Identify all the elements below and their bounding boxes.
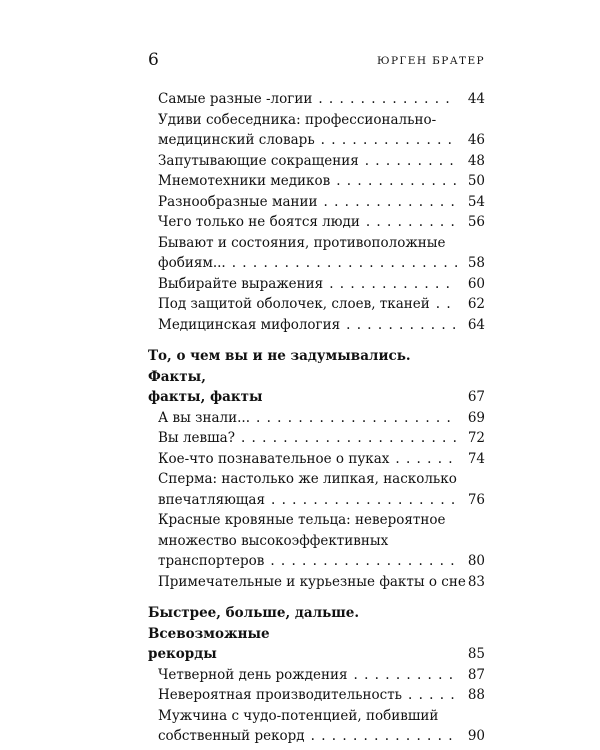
toc-page-number: 60 bbox=[467, 275, 485, 292]
toc-entry-title-line: Удиви собеседника: профессионально- bbox=[158, 111, 437, 128]
toc-entry-title-line: рекорды bbox=[148, 646, 217, 662]
toc-page-number: 85 bbox=[467, 646, 485, 662]
toc-entry-title-line: Сперма: настолько же липкая, насколько bbox=[158, 471, 457, 487]
dot-leader bbox=[232, 253, 457, 274]
toc-entry-title-line: фобиям... bbox=[158, 255, 226, 271]
toc-entry-title-line: Невероятная производительность bbox=[158, 687, 403, 703]
toc-section-heading bbox=[148, 603, 485, 665]
toc-page-number: 58 bbox=[467, 255, 485, 271]
dot-leader bbox=[318, 89, 457, 110]
toc-entry bbox=[158, 449, 485, 470]
dot-leader bbox=[270, 551, 457, 572]
toc-entry-title-line: Под защитой оболочек, слоев, тканей bbox=[158, 296, 430, 312]
toc-page-number: 64 bbox=[467, 316, 485, 333]
toc-entry bbox=[158, 212, 485, 233]
dot-leader bbox=[346, 315, 457, 336]
toc-entry bbox=[158, 469, 485, 510]
dot-leader bbox=[353, 665, 457, 686]
toc-entry-title-line: Примечательные и курьезные факты о сне bbox=[158, 573, 466, 590]
dot-leader bbox=[365, 151, 457, 172]
toc-entry-title-line: впечатляющая bbox=[158, 491, 265, 508]
dot-leader bbox=[311, 726, 457, 747]
page-number: 6 bbox=[148, 50, 159, 70]
dot-leader bbox=[329, 274, 457, 295]
dot-leader bbox=[321, 130, 457, 151]
toc-page-number: 87 bbox=[467, 666, 485, 683]
toc-page-number: 50 bbox=[467, 173, 485, 189]
toc-entry-title-line: медицинский словарь bbox=[158, 132, 315, 148]
toc-entry-title-line: Мужчина с чудо-потенцией, побивший bbox=[158, 707, 439, 724]
toc-entry-title-line: Чего только не боятся люди bbox=[158, 214, 360, 230]
toc-entry bbox=[158, 665, 485, 686]
toc-page-number: 80 bbox=[467, 553, 485, 569]
running-head-author: ЮРГЕН БРАТЕР bbox=[377, 55, 485, 67]
toc-entry-title-line: Кое-что познавательное о пуках bbox=[158, 450, 390, 467]
toc-entry bbox=[158, 110, 485, 151]
toc-entry-title-line: Бывают и состояния, противоположные bbox=[158, 234, 446, 251]
toc-entry bbox=[158, 408, 485, 429]
toc-entry bbox=[158, 274, 485, 295]
toc-entry-title-line: множество высокоэффективных bbox=[158, 532, 389, 549]
toc-entry-title-line: То, о чем вы и не задумывались. Факты, bbox=[148, 348, 411, 385]
toc-entry-title-line: собственный рекорд bbox=[158, 728, 305, 744]
toc-page-number: 76 bbox=[467, 491, 485, 508]
toc-entry bbox=[158, 192, 485, 213]
dot-leader bbox=[366, 212, 457, 233]
toc-entry bbox=[158, 510, 485, 572]
table-of-contents bbox=[148, 89, 485, 747]
toc-entry-title-line: транспортеров bbox=[158, 553, 265, 569]
toc-entry bbox=[158, 233, 485, 274]
toc-entry-title-line: Разнообразные мании bbox=[158, 193, 318, 210]
toc-page-number: 48 bbox=[467, 152, 485, 169]
toc-page-number: 69 bbox=[467, 409, 485, 426]
dot-leader bbox=[408, 685, 457, 706]
toc-page-number: 46 bbox=[467, 132, 485, 148]
dot-leader bbox=[241, 428, 457, 449]
dot-leader bbox=[271, 490, 457, 511]
toc-page-number: 72 bbox=[467, 430, 485, 446]
toc-entry-title-line: Четверной день рождения bbox=[158, 666, 348, 683]
toc-entry bbox=[158, 685, 485, 706]
toc-page-number: 56 bbox=[467, 214, 485, 230]
dot-leader bbox=[324, 192, 458, 213]
toc-section-heading bbox=[148, 346, 485, 408]
dot-leader bbox=[395, 449, 457, 470]
toc-page-number: 90 bbox=[467, 728, 485, 744]
toc-entry bbox=[158, 171, 485, 192]
toc-entry-title-line: А вы знали... bbox=[158, 409, 251, 426]
toc-page-number: 83 bbox=[467, 573, 485, 590]
toc-entry bbox=[158, 294, 485, 315]
toc-entry-title-line: Запутывающие сокращения bbox=[158, 152, 359, 169]
toc-entry-title-line: Самые разные -логии bbox=[158, 91, 313, 107]
toc-entry bbox=[158, 428, 485, 449]
dot-leader bbox=[336, 171, 457, 192]
toc-entry-title-line: Вы левша? bbox=[158, 430, 235, 446]
toc-entry-title-line: Мнемотехники медиков bbox=[158, 173, 331, 189]
toc-page-number: 54 bbox=[467, 193, 485, 210]
toc-page-number: 62 bbox=[467, 296, 485, 312]
toc-entry bbox=[158, 572, 485, 593]
toc-page-number: 67 bbox=[467, 389, 485, 405]
toc-entry-title-line: факты, факты bbox=[148, 389, 263, 405]
toc-entry bbox=[158, 706, 485, 747]
toc-entry bbox=[158, 89, 485, 110]
toc-entry bbox=[158, 315, 485, 336]
toc-entry-title-line: Медицинская мифология bbox=[158, 316, 341, 333]
toc-entry-title-line: Красные кровяные тельца: невероятное bbox=[158, 512, 446, 528]
toc-entry bbox=[158, 151, 485, 172]
dot-leader bbox=[256, 408, 457, 429]
toc-entry-title-line: Быстрее, больше, дальше. Всевозможные bbox=[148, 605, 360, 642]
dot-leader bbox=[436, 294, 457, 315]
toc-entry-title-line: Выбирайте выражения bbox=[158, 275, 324, 292]
toc-page-number: 44 bbox=[467, 91, 485, 107]
toc-page-number: 74 bbox=[467, 450, 485, 467]
toc-page-number: 88 bbox=[467, 687, 485, 703]
